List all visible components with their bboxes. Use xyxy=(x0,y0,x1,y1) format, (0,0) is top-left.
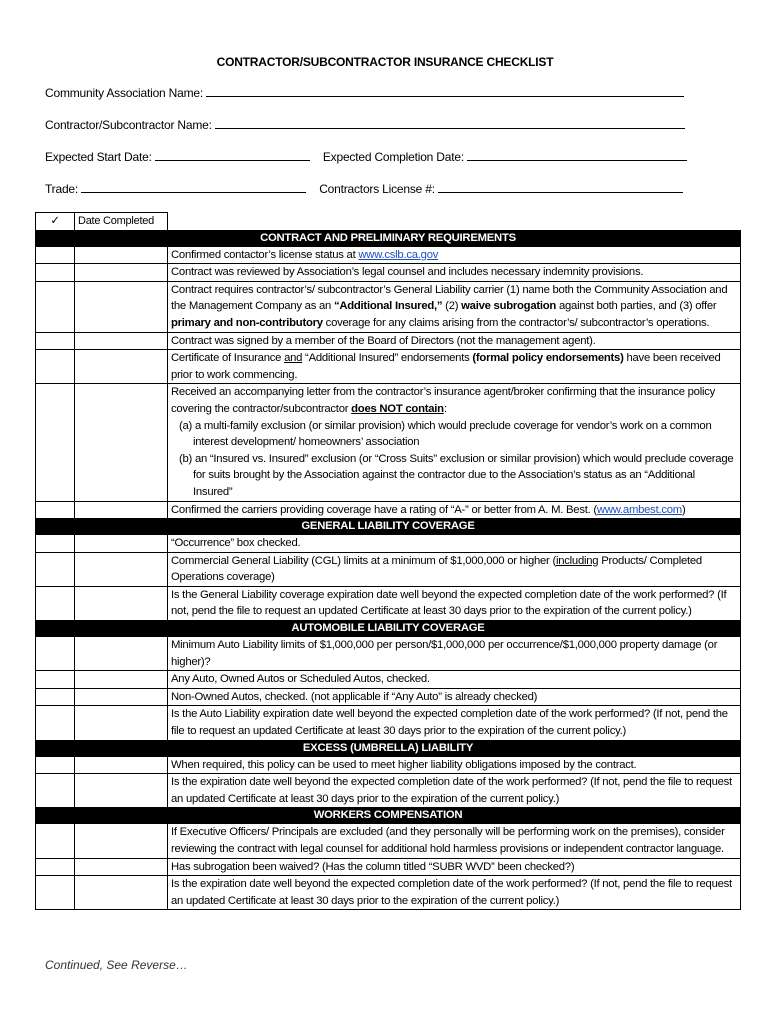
check-cell[interactable] xyxy=(36,535,75,553)
requirement-text: Non-Owned Autos, checked. (not applicable if “Any Auto” is already checked) xyxy=(168,688,741,706)
insurance-checklist-table xyxy=(35,212,741,910)
check-cell[interactable] xyxy=(36,637,75,671)
date-cell[interactable] xyxy=(75,384,168,501)
table-row xyxy=(36,774,741,808)
continued-note: Continued, See Reverse… xyxy=(45,958,188,972)
date-cell[interactable] xyxy=(75,774,168,808)
completion-date-line[interactable] xyxy=(467,150,687,161)
contractor-name-field[interactable] xyxy=(45,118,685,132)
check-cell[interactable] xyxy=(36,876,75,910)
table-row xyxy=(36,876,741,910)
date-cell[interactable] xyxy=(75,350,168,384)
check-cell[interactable] xyxy=(36,350,75,384)
date-cell[interactable] xyxy=(75,246,168,264)
requirement-text: When required, this policy can be used to meet higher liability obligations imposed by the contract. xyxy=(168,756,741,774)
check-cell[interactable] xyxy=(36,552,75,586)
date-cell[interactable] xyxy=(75,501,168,519)
table-row xyxy=(36,706,741,740)
trade-field[interactable] xyxy=(45,182,683,196)
check-cell[interactable] xyxy=(36,384,75,501)
requirement-text: Any Auto, Owned Autos or Scheduled Autos, checked. xyxy=(168,671,741,689)
check-cell[interactable] xyxy=(36,688,75,706)
date-cell[interactable] xyxy=(75,706,168,740)
date-cell[interactable] xyxy=(75,332,168,350)
start-date-label: Expected Start Date: xyxy=(45,150,152,164)
date-column-header: Date Completed xyxy=(75,213,168,231)
requirement-text: Has subrogation been waived? (Has the column titled “SUBR WVD” been checked?) xyxy=(168,858,741,876)
community-name-line[interactable] xyxy=(206,86,684,97)
trade-label: Trade: xyxy=(45,182,79,196)
section-header-auto-liability: AUTOMOBILE LIABILITY COVERAGE xyxy=(36,621,741,637)
requirement-text: Certificate of Insurance and “Additional Insured” endorsements (formal policy endorsements) have been received prior to work commencing. xyxy=(168,350,741,384)
table-row xyxy=(36,501,741,519)
check-cell[interactable] xyxy=(36,586,75,620)
table-header-row xyxy=(36,213,741,231)
requirement-text: Received an accompanying letter from the contractor’s insurance agent/broker confirming that the insurance policy covering the contractor/subcontractor does NOT contain: (a) a multi-family exclusion (or similar provision) which would preclude coverage for vendor’s work on a common interest development/ homeowners’ association (b) an “Insured vs. Insured” exclusion (or “Cross Suits” exclusion or similar provision) which would preclude coverage for suits brought by the Association against the contractor due to the Association’s status as an “Additional Insured” xyxy=(168,384,741,501)
section-header-excess-liability: EXCESS (UMBRELLA) LIABILITY xyxy=(36,740,741,756)
cslb-link[interactable]: www.cslb.ca.gov xyxy=(358,248,439,261)
document-title: CONTRACTOR/SUBCONTRACTOR INSURANCE CHECKLIST xyxy=(216,55,554,69)
check-cell[interactable] xyxy=(36,246,75,264)
check-cell[interactable] xyxy=(36,671,75,689)
table-row xyxy=(36,350,741,384)
requirement-text: Commercial General Liability (CGL) limits at a minimum of $1,000,000 or higher (including Products/ Completed Operations coverage) xyxy=(168,552,741,586)
requirement-text: Minimum Auto Liability limits of $1,000,000 per person/$1,000,000 per occurrence/$1,000,000 property damage (or higher)? xyxy=(168,637,741,671)
check-cell[interactable] xyxy=(36,706,75,740)
requirement-text: Confirmed contactor’s license status at www.cslb.ca.gov xyxy=(168,246,741,264)
license-label: Contractors License #: xyxy=(319,182,435,196)
table-row xyxy=(36,281,741,332)
check-cell[interactable] xyxy=(36,756,75,774)
table-row xyxy=(36,552,741,586)
requirement-text: Is the expiration date well beyond the expected completion date of the work performed? (If not, pend the file to request an updated Certificate at least 30 days prior to the expiration of the current policy.) xyxy=(168,774,741,808)
date-cell[interactable] xyxy=(75,688,168,706)
date-cell[interactable] xyxy=(75,281,168,332)
table-row xyxy=(36,688,741,706)
requirement-text: Contract requires contractor’s/ subcontractor’s General Liability carrier (1) name both the Community Association and the Management Company as an “Additional Insured,” (2) waive subrogation against both parties, and (3) offer primary and non-contributory coverage for any claims arising from the contractor’s/ subcontractor’s operations. xyxy=(168,281,741,332)
license-line[interactable] xyxy=(438,182,683,193)
contractor-name-line[interactable] xyxy=(215,118,685,129)
check-cell[interactable] xyxy=(36,824,75,858)
check-cell[interactable] xyxy=(36,501,75,519)
check-column-header: ✓ xyxy=(36,213,75,231)
sub-item-b: (b) an “Insured vs. Insured” exclusion (or “Cross Suits” exclusion or similar provision) which would preclude coverage for suits brought by the Association against the contractor due to the Association’s status as an “Additional Insured” xyxy=(179,452,734,498)
table-row xyxy=(36,671,741,689)
ambest-link[interactable]: www.ambest.com xyxy=(596,503,682,516)
check-cell[interactable] xyxy=(36,858,75,876)
community-name-label: Community Association Name: xyxy=(45,86,203,100)
table-row xyxy=(36,756,741,774)
date-cell[interactable] xyxy=(75,858,168,876)
community-name-field[interactable] xyxy=(45,86,684,100)
requirement-text: If Executive Officers/ Principals are excluded (and they personally will be performing work on the premises), consider reviewing the contract with legal counsel for additional hold harmless provisions or independent contractor language. xyxy=(168,824,741,858)
table-row xyxy=(36,535,741,553)
date-cell[interactable] xyxy=(75,876,168,910)
section-header-general-liability: GENERAL LIABILITY COVERAGE xyxy=(36,519,741,535)
table-row xyxy=(36,824,741,858)
requirement-text: Contract was reviewed by Association’s legal counsel and includes necessary indemnity provisions. xyxy=(168,264,741,282)
date-cell[interactable] xyxy=(75,671,168,689)
check-cell[interactable] xyxy=(36,774,75,808)
section-header-workers-compensation: WORKERS COMPENSATION xyxy=(36,808,741,824)
table-row xyxy=(36,637,741,671)
date-cell[interactable] xyxy=(75,552,168,586)
check-cell[interactable] xyxy=(36,264,75,282)
date-cell[interactable] xyxy=(75,824,168,858)
table-row xyxy=(36,264,741,282)
requirement-text: Is the General Liability coverage expiration date well beyond the expected completion date of the work performed? (If not, pend the file to request an updated Certificate at least 30 days prior to the expiration of the current policy.) xyxy=(168,586,741,620)
completion-date-label: Expected Completion Date: xyxy=(322,150,464,164)
date-cell[interactable] xyxy=(75,586,168,620)
section-header-contract: CONTRACT AND PRELIMINARY REQUIREMENTS xyxy=(36,230,741,246)
requirement-text: Contract was signed by a member of the Board of Directors (not the management agent). xyxy=(168,332,741,350)
date-cell[interactable] xyxy=(75,535,168,553)
table-row xyxy=(36,332,741,350)
requirement-text: Is the expiration date well beyond the expected completion date of the work performed? (If not, pend the file to request an updated Certificate at least 30 days prior to the expiration of the current policy.) xyxy=(168,876,741,910)
table-row xyxy=(36,246,741,264)
check-cell[interactable] xyxy=(36,281,75,332)
table-row xyxy=(36,384,741,501)
date-cell[interactable] xyxy=(75,637,168,671)
sub-item-a: (a) a multi-family exclusion (or similar provision) which would preclude coverage for vendor’s work on a common interest development/ homeowners’ association xyxy=(179,419,712,449)
contractor-name-label: Contractor/Subcontractor Name: xyxy=(45,118,212,132)
requirement-text: Is the Auto Liability expiration date well beyond the expected completion date of the work performed? (If not, pend the file to request an updated Certificate at least 30 days prior to the expiration of the current policy.) xyxy=(168,706,741,740)
date-cell[interactable] xyxy=(75,756,168,774)
table-row xyxy=(36,586,741,620)
start-date-field[interactable] xyxy=(45,150,687,164)
requirement-text: Confirmed the carriers providing coverage have a rating of “A-” or better from A. M. Best. (www.ambest.com) xyxy=(168,501,741,519)
start-date-line[interactable] xyxy=(155,150,310,161)
check-cell[interactable] xyxy=(36,332,75,350)
requirement-text: “Occurrence” box checked. xyxy=(168,535,741,553)
table-row xyxy=(36,858,741,876)
trade-line[interactable] xyxy=(81,182,306,193)
date-cell[interactable] xyxy=(75,264,168,282)
